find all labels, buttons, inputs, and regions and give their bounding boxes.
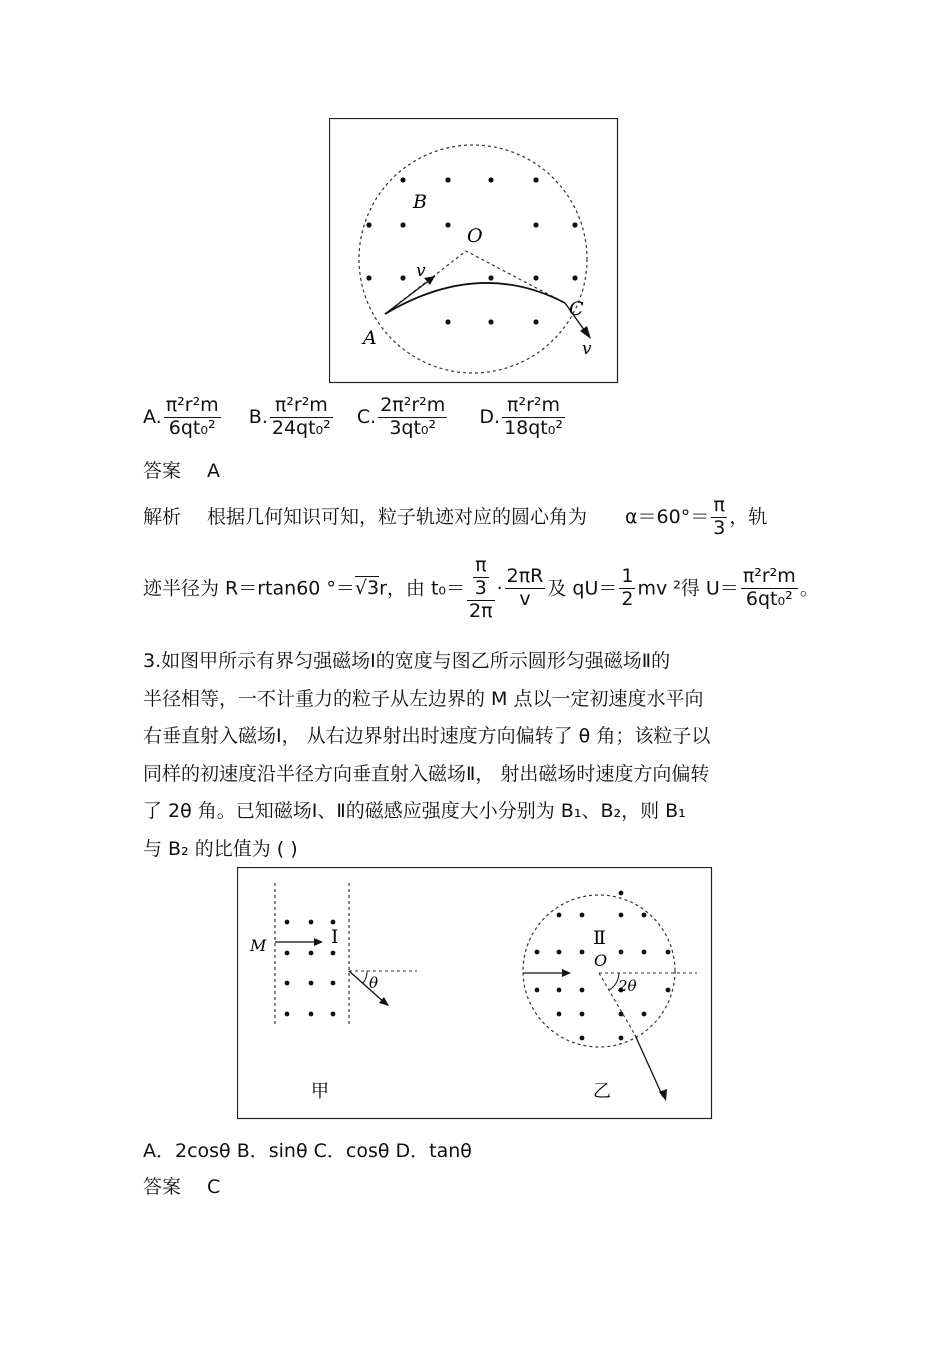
figure-fields-jia-yi (237, 867, 713, 1120)
q3-stem-line5: 了 2θ 角。已知磁场Ⅰ、Ⅱ的磁感应强度大小分别为 B₁、B₂，则 B₁ (143, 800, 686, 822)
q3-stem-line4: 同样的初速度沿半径方向垂直射入磁场Ⅱ， 射出磁场时速度方向偏转 (143, 763, 710, 785)
label-M: M (250, 936, 267, 955)
q2-analysis-line2: 迹半径为 R＝rtan60 °＝√3r，由 t₀＝ $\frac{\frac{\pi}{3}}{2\pi}$ · $\frac{2\pi R}{v}$ 及 qU＝ $\frac{1}{2}$ mv ²得 U＝ $\frac{\text{π²r²m}}{\text{6qt₀²}}$ 。 (143, 554, 819, 622)
label-2theta: 2θ (618, 977, 637, 995)
label-B: B (413, 191, 427, 213)
label-v-top: v (416, 261, 426, 281)
label-jia: 甲 (311, 1081, 329, 1102)
q3-stem-line2: 半径相等，一不计重力的粒子从左边界的 M 点以一定初速度水平向 (143, 688, 704, 710)
label-I: Ⅰ (331, 926, 339, 948)
q2-options (143, 396, 567, 439)
q3-answer: 答案 C (143, 1176, 221, 1198)
label-yi: 乙 (593, 1081, 611, 1102)
option-c: C. $\frac{\text{2π²r²m}}{\text{3qt₀²}}$ (356, 394, 446, 439)
label-II: Ⅱ (593, 927, 606, 949)
label-O-yi: O (594, 951, 608, 970)
label-C: C (569, 298, 584, 320)
option-b: B. $\frac{\text{π²r²m}}{\text{24qt₀²}}$ (248, 394, 331, 439)
q3-options: A．2cosθ B．sinθ C．cosθ D．tanθ (143, 1140, 472, 1162)
q3-stem-line6: 与 B₂ 的比值为 ( ) (143, 838, 298, 860)
q2-analysis-line1: 解析 根据几何知识可知，粒子轨迹对应的圆心角为 α＝60°＝ $\frac{\pi}{3}$ ，轨 (143, 494, 768, 539)
q3-stem-line1: 3.如图甲所示有界匀强磁场Ⅰ的宽度与图乙所示圆形匀强磁场Ⅱ的 (143, 650, 671, 672)
label-O: O (467, 225, 483, 247)
option-a: A. $\frac{\text{π²r²m}}{\text{6qt₀²}}$ (143, 394, 219, 439)
q3-stem-line3: 右垂直射入磁场Ⅰ， 从右边界射出时速度方向偏转了 θ 角；该粒子以 (143, 725, 711, 747)
option-d: D. $\frac{\text{π²r²m}}{\text{18qt₀²}}$ (479, 394, 563, 439)
label-theta: θ (369, 974, 379, 992)
label-A: A (363, 327, 377, 349)
figure-circular-field (329, 118, 619, 384)
label-v-bottom: v (582, 339, 592, 359)
q2-answer: 答案 A (143, 460, 221, 482)
